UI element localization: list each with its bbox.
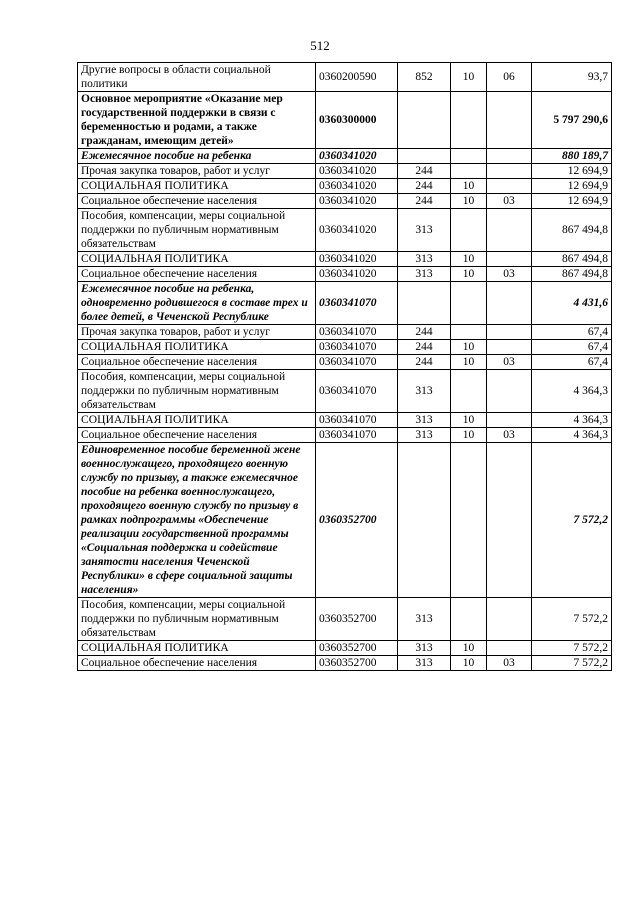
subsection-cell: 03 [487, 355, 532, 370]
table-row [78, 267, 612, 282]
expense-type-cell: 313 [398, 252, 451, 267]
section-cell [451, 370, 487, 413]
section-cell: 10 [451, 428, 487, 443]
section-cell: 10 [451, 413, 487, 428]
section-cell [451, 92, 487, 149]
amount-cell: 93,7 [532, 63, 612, 92]
item-name-cell: Прочая закупка товаров, работ и услуг [78, 325, 316, 340]
section-cell: 10 [451, 194, 487, 209]
amount-cell: 67,4 [532, 340, 612, 355]
section-cell: 10 [451, 267, 487, 282]
item-name-cell: Основное мероприятие «Оказание мер государственной поддержки в связи с беременностью и родами, а также гражданам, имеющим детей» [78, 92, 316, 149]
subsection-cell [487, 325, 532, 340]
section-cell [451, 325, 487, 340]
item-name-cell: Социальное обеспечение населения [78, 194, 316, 209]
target-code-cell: 0360341070 [316, 413, 398, 428]
expense-type-cell: 313 [398, 656, 451, 671]
table-row [78, 149, 612, 164]
subsection-cell [487, 443, 532, 598]
item-name-cell: СОЦИАЛЬНАЯ ПОЛИТИКА [78, 340, 316, 355]
item-name-cell: Единовременное пособие беременной жене военнослужащего, проходящего военную службу по призыву, а также ежемесячное пособие на ребенка военнослужащего, проходящего военную службу по призыву в рамках подпрограммы «Обеспечение реализации государственной программы «Социальная поддержка и содействие занятости населения Чеченской Республики» в сфере социальной защиты населения» [78, 443, 316, 598]
table-row [78, 63, 612, 92]
target-code-cell: 0360352700 [316, 598, 398, 641]
section-cell [451, 443, 487, 598]
amount-cell: 12 694,9 [532, 194, 612, 209]
amount-cell: 4 364,3 [532, 428, 612, 443]
subsection-cell [487, 149, 532, 164]
subsection-cell: 03 [487, 267, 532, 282]
table-row [78, 194, 612, 209]
expense-type-cell: 313 [398, 641, 451, 656]
table-row [78, 325, 612, 340]
amount-cell: 7 572,2 [532, 443, 612, 598]
amount-cell: 67,4 [532, 325, 612, 340]
table-row [78, 282, 612, 325]
table-row [78, 355, 612, 370]
page-number: 512 [310, 38, 330, 53]
amount-cell: 7 572,2 [532, 656, 612, 671]
amount-cell: 867 494,8 [532, 252, 612, 267]
expense-type-cell: 244 [398, 340, 451, 355]
section-cell: 10 [451, 252, 487, 267]
expense-type-cell: 313 [398, 267, 451, 282]
section-cell [451, 149, 487, 164]
section-cell [451, 282, 487, 325]
expense-type-cell [398, 282, 451, 325]
table-row [78, 656, 612, 671]
section-cell: 10 [451, 355, 487, 370]
budget-table-body [78, 63, 612, 671]
amount-cell: 4 364,3 [532, 413, 612, 428]
section-cell: 10 [451, 641, 487, 656]
expense-type-cell: 244 [398, 325, 451, 340]
table-row [78, 164, 612, 179]
subsection-cell [487, 209, 532, 252]
target-code-cell: 0360300000 [316, 92, 398, 149]
subsection-cell [487, 641, 532, 656]
budget-table [77, 62, 612, 671]
target-code-cell: 0360341070 [316, 428, 398, 443]
amount-cell: 880 189,7 [532, 149, 612, 164]
subsection-cell: 03 [487, 194, 532, 209]
target-code-cell: 0360341020 [316, 149, 398, 164]
expense-type-cell: 244 [398, 179, 451, 194]
table-row [78, 209, 612, 252]
item-name-cell: Пособия, компенсации, меры социальной поддержки по публичным нормативным обязательствам [78, 598, 316, 641]
table-row [78, 598, 612, 641]
expense-type-cell: 244 [398, 164, 451, 179]
item-name-cell: СОЦИАЛЬНАЯ ПОЛИТИКА [78, 641, 316, 656]
table-row [78, 641, 612, 656]
target-code-cell: 0360341020 [316, 179, 398, 194]
table-row [78, 92, 612, 149]
item-name-cell: Социальное обеспечение населения [78, 428, 316, 443]
item-name-cell: СОЦИАЛЬНАЯ ПОЛИТИКА [78, 252, 316, 267]
subsection-cell: 03 [487, 428, 532, 443]
section-cell: 10 [451, 656, 487, 671]
item-name-cell: СОЦИАЛЬНАЯ ПОЛИТИКА [78, 413, 316, 428]
subsection-cell: 06 [487, 63, 532, 92]
amount-cell: 67,4 [532, 355, 612, 370]
section-cell: 10 [451, 340, 487, 355]
target-code-cell: 0360352700 [316, 443, 398, 598]
table-row [78, 179, 612, 194]
expense-type-cell [398, 92, 451, 149]
amount-cell: 12 694,9 [532, 164, 612, 179]
expense-type-cell: 313 [398, 598, 451, 641]
expense-type-cell [398, 149, 451, 164]
table-row [78, 252, 612, 267]
subsection-cell [487, 340, 532, 355]
target-code-cell: 0360200590 [316, 63, 398, 92]
item-name-cell: Прочая закупка товаров, работ и услуг [78, 164, 316, 179]
target-code-cell: 0360341020 [316, 267, 398, 282]
item-name-cell: Пособия, компенсации, меры социальной поддержки по публичным нормативным обязательствам [78, 370, 316, 413]
section-cell: 10 [451, 179, 487, 194]
amount-cell: 4 364,3 [532, 370, 612, 413]
subsection-cell [487, 164, 532, 179]
expense-type-cell [398, 443, 451, 598]
target-code-cell: 0360341070 [316, 370, 398, 413]
table-row [78, 413, 612, 428]
expense-type-cell: 313 [398, 209, 451, 252]
item-name-cell: Ежемесячное пособие на ребенка [78, 149, 316, 164]
amount-cell: 4 431,6 [532, 282, 612, 325]
subsection-cell [487, 252, 532, 267]
target-code-cell: 0360352700 [316, 641, 398, 656]
subsection-cell: 03 [487, 656, 532, 671]
expense-type-cell: 244 [398, 194, 451, 209]
subsection-cell [487, 92, 532, 149]
table-row [78, 340, 612, 355]
subsection-cell [487, 413, 532, 428]
section-cell [451, 598, 487, 641]
target-code-cell: 0360341070 [316, 340, 398, 355]
target-code-cell: 0360341070 [316, 355, 398, 370]
item-name-cell: СОЦИАЛЬНАЯ ПОЛИТИКА [78, 179, 316, 194]
subsection-cell [487, 179, 532, 194]
amount-cell: 7 572,2 [532, 598, 612, 641]
item-name-cell: Социальное обеспечение населения [78, 267, 316, 282]
target-code-cell: 0360352700 [316, 656, 398, 671]
amount-cell: 7 572,2 [532, 641, 612, 656]
item-name-cell: Социальное обеспечение населения [78, 656, 316, 671]
item-name-cell: Социальное обеспечение населения [78, 355, 316, 370]
item-name-cell: Другие вопросы в области социальной политики [78, 63, 316, 92]
section-cell [451, 209, 487, 252]
expense-type-cell: 313 [398, 413, 451, 428]
target-code-cell: 0360341070 [316, 325, 398, 340]
target-code-cell: 0360341020 [316, 164, 398, 179]
expense-type-cell: 313 [398, 428, 451, 443]
target-code-cell: 0360341020 [316, 194, 398, 209]
section-cell [451, 164, 487, 179]
table-row [78, 428, 612, 443]
amount-cell: 5 797 290,6 [532, 92, 612, 149]
section-cell: 10 [451, 63, 487, 92]
amount-cell: 867 494,8 [532, 267, 612, 282]
subsection-cell [487, 282, 532, 325]
subsection-cell [487, 598, 532, 641]
expense-type-cell: 852 [398, 63, 451, 92]
item-name-cell: Пособия, компенсации, меры социальной поддержки по публичным нормативным обязательствам [78, 209, 316, 252]
table-row [78, 443, 612, 598]
expense-type-cell: 313 [398, 370, 451, 413]
amount-cell: 12 694,9 [532, 179, 612, 194]
target-code-cell: 0360341020 [316, 209, 398, 252]
target-code-cell: 0360341020 [316, 252, 398, 267]
table-row [78, 370, 612, 413]
amount-cell: 867 494,8 [532, 209, 612, 252]
target-code-cell: 0360341070 [316, 282, 398, 325]
subsection-cell [487, 370, 532, 413]
item-name-cell: Ежемесячное пособие на ребенка, одновременно родившегося в составе трех и более детей, в Чеченской Республике [78, 282, 316, 325]
expense-type-cell: 244 [398, 355, 451, 370]
